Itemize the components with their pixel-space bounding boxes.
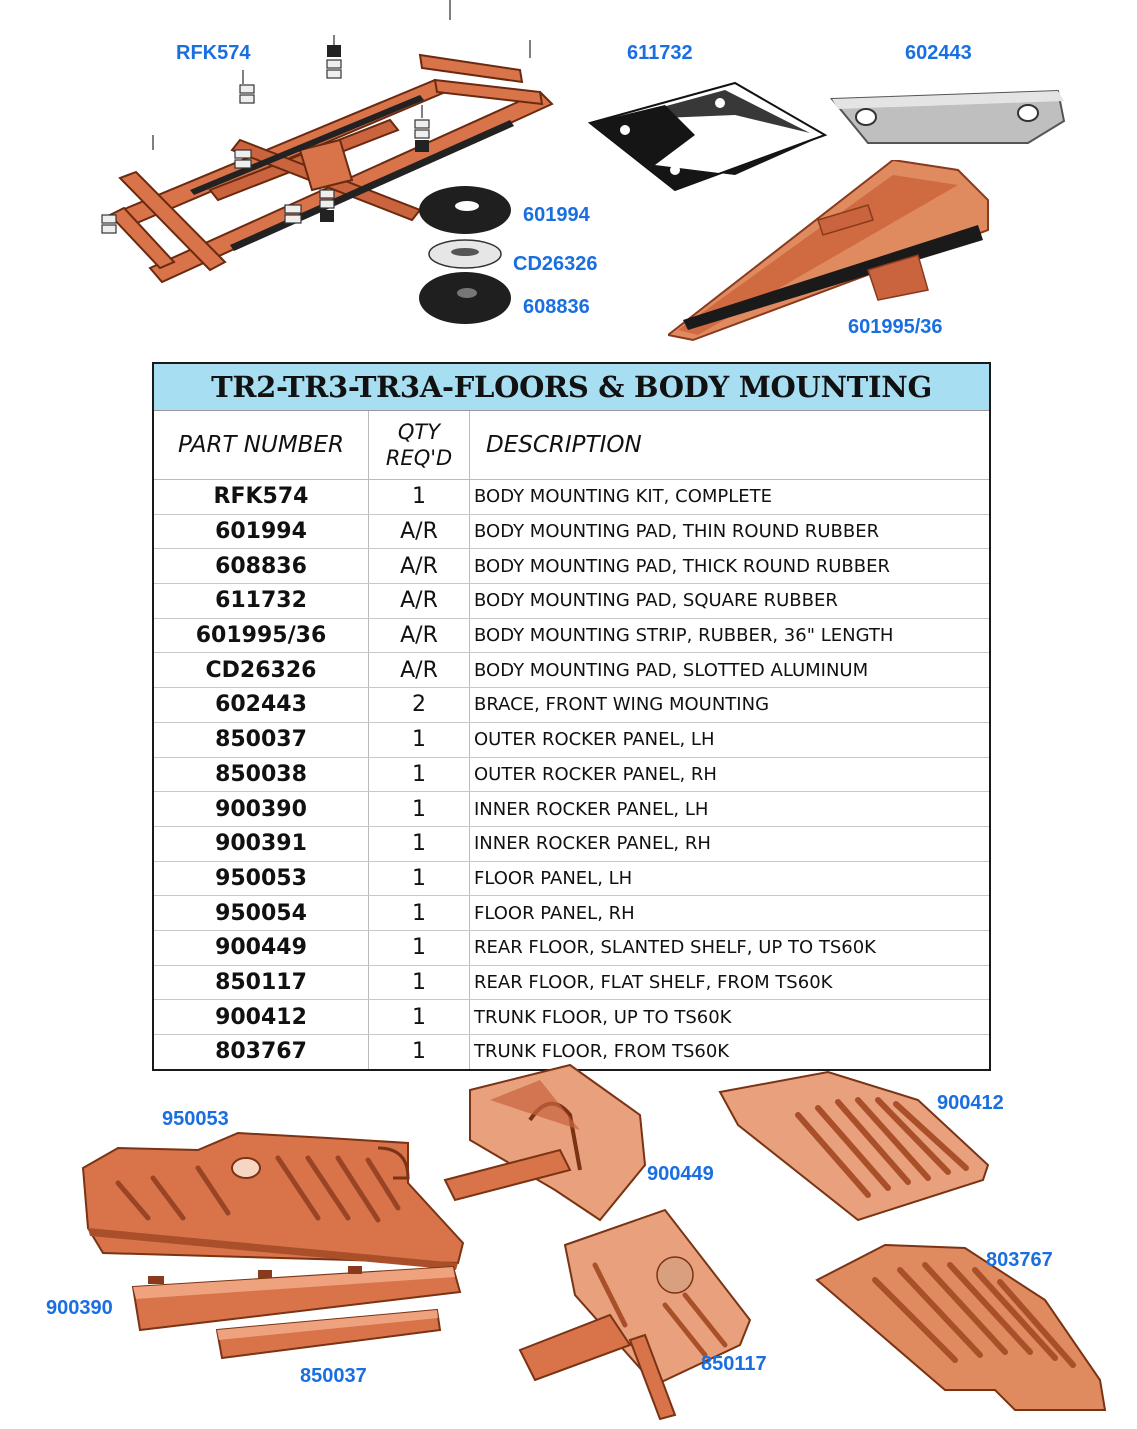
qty-cell: 1 <box>369 480 470 515</box>
qty-cell: 1 <box>369 930 470 965</box>
description-cell: FLOOR PANEL, LH <box>470 861 990 896</box>
part-number-cell: 850038 <box>154 757 369 792</box>
description-cell: INNER ROCKER PANEL, LH <box>470 792 990 827</box>
callout-850037: 850037 <box>300 1365 367 1387</box>
description-cell: BRACE, FRONT WING MOUNTING <box>470 688 990 723</box>
part-number-cell: 900412 <box>154 1000 369 1035</box>
description-cell: BODY MOUNTING PAD, SLOTTED ALUMINUM <box>470 653 990 688</box>
header-qty-line2: REQ'D <box>385 446 453 470</box>
table-row <box>154 1000 989 1035</box>
qty-cell: 1 <box>369 861 470 896</box>
table-row <box>154 965 989 1000</box>
table-row <box>154 757 989 792</box>
callout-602443: 602443 <box>905 42 972 64</box>
table-header-row <box>154 411 989 480</box>
callout-900412: 900412 <box>937 1092 1004 1114</box>
part-number-cell: 900390 <box>154 792 369 827</box>
callout-601995-36: 601995/36 <box>848 316 943 338</box>
qty-cell: 1 <box>369 1035 470 1069</box>
description-cell: INNER ROCKER PANEL, RH <box>470 826 990 861</box>
parts-table <box>152 362 991 1071</box>
callout-611732: 611732 <box>627 42 693 64</box>
table-row <box>154 930 989 965</box>
table-row <box>154 826 989 861</box>
description-cell: BODY MOUNTING PAD, SQUARE RUBBER <box>470 584 990 619</box>
rear-floor-flat-illustration <box>515 1205 755 1420</box>
description-cell: OUTER ROCKER PANEL, LH <box>470 722 990 757</box>
description-cell: FLOOR PANEL, RH <box>470 896 990 931</box>
callout-601994: 601994 <box>523 204 590 226</box>
table-title: TR2-TR3-TR3A-FLOORS & BODY MOUNTING <box>154 364 989 411</box>
description-cell: REAR FLOOR, SLANTED SHELF, UP TO TS60K <box>470 930 990 965</box>
part-number-cell: 850117 <box>154 965 369 1000</box>
rear-floor-slanted-illustration <box>440 1060 660 1225</box>
table-row <box>154 722 989 757</box>
qty-cell: 1 <box>369 757 470 792</box>
qty-cell: 1 <box>369 1000 470 1035</box>
table-row <box>154 549 989 584</box>
table-row <box>154 584 989 619</box>
callout-900390: 900390 <box>46 1297 113 1319</box>
floor-panel-illustration <box>78 1128 468 1273</box>
callout-803767: 803767 <box>986 1249 1053 1271</box>
part-number-cell: 608836 <box>154 549 369 584</box>
description-cell: OUTER ROCKER PANEL, RH <box>470 757 990 792</box>
part-number-cell: 850037 <box>154 722 369 757</box>
qty-cell: 1 <box>369 826 470 861</box>
header-description: DESCRIPTION <box>470 411 990 480</box>
header-qty-line1: QTY <box>397 420 441 444</box>
front-wing-brace-illustration <box>828 85 1068 150</box>
callout-rfk574: RFK574 <box>176 42 251 64</box>
table-body <box>154 480 989 1069</box>
qty-cell: 1 <box>369 722 470 757</box>
description-cell: BODY MOUNTING PAD, THICK ROUND RUBBER <box>470 549 990 584</box>
description-cell: TRUNK FLOOR, FROM TS60K <box>474 1041 730 1063</box>
part-number-cell: 601994 <box>154 514 369 549</box>
qty-cell: 1 <box>369 792 470 827</box>
qty-cell: 1 <box>369 965 470 1000</box>
qty-cell: A/R <box>369 584 470 619</box>
qty-cell: A/R <box>369 514 470 549</box>
part-number-cell: RFK574 <box>154 480 369 515</box>
table-row <box>154 792 989 827</box>
table-row <box>154 861 989 896</box>
callout-900449: 900449 <box>647 1163 714 1185</box>
table-row <box>154 618 989 653</box>
part-number-cell: 803767 <box>154 1035 369 1069</box>
table-row <box>154 480 989 515</box>
description-cell: BODY MOUNTING STRIP, RUBBER, 36" LENGTH <box>470 618 990 653</box>
callout-cd26326: CD26326 <box>513 253 598 275</box>
part-number-cell: 611732 <box>154 584 369 619</box>
mounting-strip-illustration <box>668 160 993 345</box>
part-number-cell: 950054 <box>154 896 369 931</box>
table-row <box>154 688 989 723</box>
qty-cell: 1 <box>369 896 470 931</box>
table-row <box>154 653 989 688</box>
callout-608836: 608836 <box>523 296 590 318</box>
part-number-cell: 900391 <box>154 826 369 861</box>
trunk-floor-late-illustration <box>815 1240 1110 1415</box>
part-number-cell: 900449 <box>154 930 369 965</box>
qty-cell: A/R <box>369 549 470 584</box>
qty-cell: A/R <box>369 653 470 688</box>
part-number-cell: 601995/36 <box>154 618 369 653</box>
header-qty <box>369 411 470 480</box>
table-row <box>154 514 989 549</box>
qty-cell: A/R <box>369 618 470 653</box>
description-cell: REAR FLOOR, FLAT SHELF, FROM TS60K <box>470 965 990 1000</box>
round-rubber-pads-illustration <box>415 180 520 330</box>
part-number-cell: CD26326 <box>154 653 369 688</box>
callout-850117: 850117 <box>701 1353 767 1375</box>
description-cell: TRUNK FLOOR, UP TO TS60K <box>470 1000 990 1035</box>
description-cell: BODY MOUNTING KIT, COMPLETE <box>470 480 990 515</box>
header-part-number: PART NUMBER <box>154 411 369 480</box>
table-row <box>154 896 989 931</box>
callout-950053: 950053 <box>162 1108 229 1130</box>
parts-grid <box>154 411 989 1069</box>
description-cell: BODY MOUNTING PAD, THIN ROUND RUBBER <box>470 514 990 549</box>
outer-rocker-illustration <box>212 1308 444 1363</box>
part-number-cell: 602443 <box>154 688 369 723</box>
qty-cell: 2 <box>369 688 470 723</box>
part-number-cell: 950053 <box>154 861 369 896</box>
